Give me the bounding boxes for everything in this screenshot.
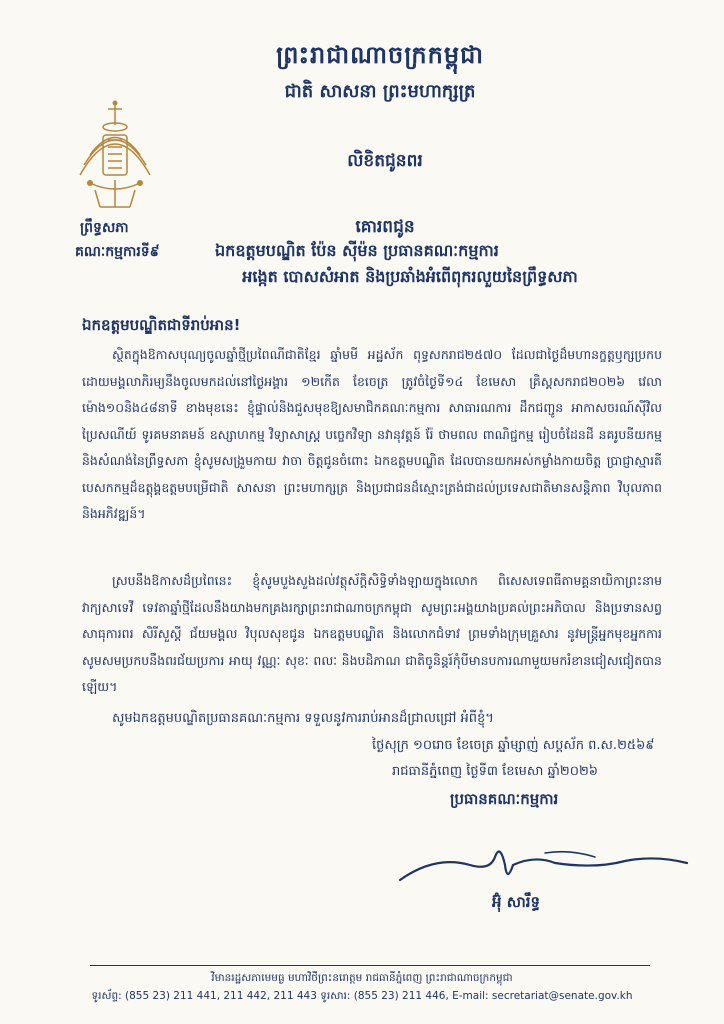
salutation: ឯកឧត្តមបណ្ឌិតជាទីរាប់អាន!	[82, 316, 241, 334]
footer-divider	[90, 965, 650, 966]
senate-emblem-icon	[70, 95, 160, 215]
recipient-name: ឯកឧត្តមបណ្ឌិត ប៉ែន ស៊ីម៉ន ប្រធានគណៈកម្មការ	[215, 241, 499, 260]
kingdom-name: ព្រះរាជាណាចក្រកម្ពុជា	[276, 41, 484, 69]
organization-name: ព្រឹទ្ធសភា	[80, 220, 129, 236]
signer-name: អ៊ុំ សារឹទ្ធ	[492, 893, 541, 911]
footer-contact: ទូរស័ព្ទ: (855 23) 211 441, 211 442, 211 443 ទូរសារ: (855 23) 211 446, E-mail: secretariat@senate.gov.kh	[91, 990, 633, 1002]
body-paragraph: ស្ថិតក្នុងឱកាសបុណ្យចូលឆ្នាំថ្មីប្រពៃណីជាតិខ្មែរ ឆ្នាំមមី អដ្ឋស័ក ពុទ្ធសករាជ២៥៧០ ដែលជាថ្ងៃដ៏មហានក្ខត្តឫក្សប្រកបដោយមង្គលាភិរម្យនឹងចូលមកដល់នៅថ្ងៃអង្គារ ១២កើត ខែចេត្រ ត្រូវចំថ្ងៃទី១៤ ខែមេសា គ្រិស្តសករាជ២០២៦ វេលាម៉ោង១០និង៤៨នាទី ខាងមុខនេះ ខ្ញុំផ្ទាល់និងជួសមុខឱ្យសមាជិកគណៈកម្មការ សាធារណការ ដឹកជញ្ជូន អាកាសចរណ៍ស៊ីវិល ប្រៃសណីយ៍ ទូរគមនាគមន៍ ឧស្សាហកម្ម វិទ្យាសាស្ត្រ បច្ចេកវិទ្យា នវានុវត្តន៍ រ៉ែ ថាមពល ពាណិជ្ជកម្ម រៀបចំដែនដី នគរូបនីយកម្ម និងសំណង់នៃព្រឹទ្ធសភា ខ្ញុំសូមសង្រួមកាយ វាចា ចិត្តជូនចំពោះ ឯកឧត្តមបណ្ឌិត ដែលបានយកអស់កម្លាំងកាយចិត្ត ប្រាជ្ញាស្មារតី បេសកកម្មដ៏ឧត្តុង្គឧត្តមបម្រើជាតិ សាសនា ព្រះមហាក្សត្រ និងប្រជាជនដ៏ស្មោះត្រង់ជាដល់ប្រទេសជាតិមានសន្តិភាព វិបុលភាព និងអភិវឌ្ឍន៍។	[82, 347, 662, 521]
commission-label: គណៈកម្មការទី៩	[75, 244, 160, 260]
addressee-label: គោរពជូន	[355, 217, 415, 237]
letter-title: លិខិតជូនពរ	[347, 151, 423, 171]
kingdom-header	[200, 40, 560, 106]
solar-date: រាជធានីភ្នំពេញ ថ្ងៃទី៣ ខែមេសា ឆ្នាំ២០២៦	[392, 764, 599, 779]
body-paragraph: ស្របនឹងឱកាសដ៏ប្រពៃនេះ ខ្ញុំសូមបួងសួងដល់វត្ថុស័ក្តិសិទ្ធិទាំងឡាយក្នុងលោក ពិសេសទេពធីតាមគ្គនាយិកាព្រះនាមវាក្យសាទេវី ទេវតាឆ្នាំថ្មីដែលនឹងយាងមកគ្រងរក្សាព្រះរាជាណាចក្រកម្ពុជា សូមព្រះអង្គយាងប្រគល់ព្រះអភិបាល និងប្រទានសព្វសាធុការពរ សិរីសួស្តី ជ័យមង្គល វិបុលសុខជូន ឯកឧត្តមបណ្ឌិត និងលោកជំទាវ ព្រមទាំងក្រុមគ្រួសារ នូវមន្ត្រីអ្នកមុខអ្នកការ សូមសមប្រកបនឹងពរជ័យប្រការ អាយុ វណ្ណៈ សុខៈ ពលៈ និងបដិភាណ ជាតិចូនិន្តរ៍កុំបីមានបការណាមួយមករំខានជៀសជៀតបានឡើយ។	[82, 573, 662, 694]
national-motto: ជាតិ សាសនា ព្រះមហាក្សត្រ	[284, 81, 476, 102]
footer-address: វិមានរដ្ឋសភាមេមធ្ង មហាវិថីព្រះនរោត្តម រាជធានីភ្នំពេញ ព្រះរាជាណាចក្រកម្ពុជា	[211, 972, 513, 984]
closing-line: សូមឯកឧត្តមបណ្ឌិតប្រធានគណៈកម្មការ ទទួលនូវការរាប់អានដ៏ជ្រាលជ្រៅ អំពីខ្ញុំ។	[112, 711, 494, 726]
lunar-date: ថ្ងៃសុក្រ ១០រោច ខែចេត្រ ឆ្នាំម្សាញ់ សប្តស័ក ព.ស.២៥៦៩	[372, 738, 655, 753]
handwritten-signature	[395, 835, 695, 895]
recipient-position: អង្កេត បោសសំអាត និងប្រឆាំងអំពើពុករលួយនៃព្រឹទ្ធសភា	[242, 267, 578, 286]
signer-title: ប្រធានគណៈកម្មការ	[450, 790, 559, 808]
